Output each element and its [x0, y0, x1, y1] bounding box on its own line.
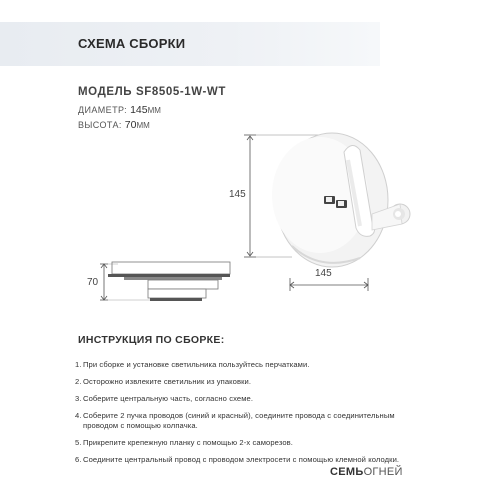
- side-profile: [108, 262, 230, 301]
- spec-diameter-value: 145: [130, 104, 148, 116]
- list-item: 2.Осторожно извлеките светильник из упаковки.: [75, 377, 252, 386]
- spec-height-value: 70: [124, 119, 137, 131]
- brand-logo: [330, 466, 403, 478]
- spec-height-unit: ММ: [136, 121, 150, 130]
- instructions-title: ИНСТРУКЦИЯ ПО СБОРКЕ:: [78, 334, 225, 346]
- page-title: СХЕМА СБОРКИ: [78, 36, 186, 51]
- list-item: 1.При сборке и установке светильника пользуйтесь перчатками.: [75, 360, 310, 369]
- brand-bold: СЕМЬ: [330, 466, 364, 478]
- model-label: МОДЕЛЬ: [78, 86, 133, 98]
- list-item: 4.Соберите 2 пучка проводов (синий и красный), соедините провода с соединительным проводом с помощью колпачка.: [75, 411, 395, 430]
- spec-diameter-label: ДИАМЕТР:: [78, 105, 128, 115]
- model-code: SF8505-1W-WT: [135, 86, 227, 98]
- list-item: 3.Соберите центральную часть, согласно схеме.: [75, 394, 254, 403]
- product-base: [272, 133, 388, 267]
- side-mark: 70: [87, 277, 99, 288]
- list-item: 6.Соедините центральный провод с проводом электросети с помощью клемной колодки.: [75, 455, 400, 464]
- spec-diameter-unit: ММ: [147, 106, 161, 115]
- height-mark: 145: [229, 189, 246, 200]
- spec-height-label: ВЫСОТА:: [78, 120, 122, 130]
- width-dimension: [290, 278, 368, 291]
- width-mark: 145: [315, 268, 332, 279]
- list-item: 5.Прикрепите крепежную планку с помощью 2-х саморезов.: [75, 438, 294, 447]
- brand-thin: ОГНЕЙ: [363, 466, 403, 478]
